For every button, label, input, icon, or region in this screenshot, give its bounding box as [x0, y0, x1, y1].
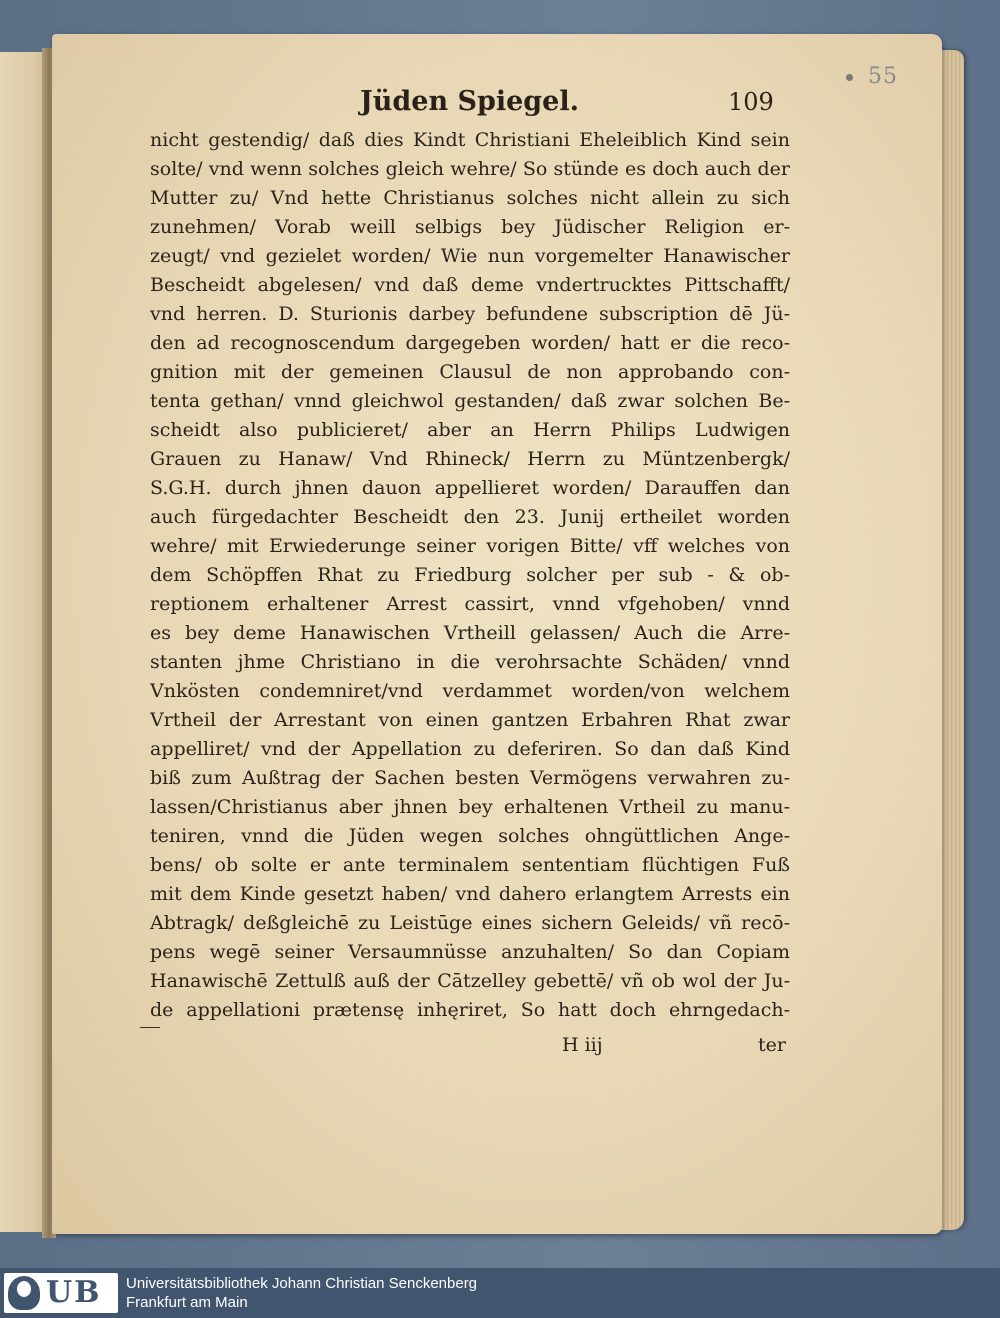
text-line: de appellationi prætensę inhęriret, So hatt doch ehrngedach- — [150, 999, 790, 1021]
institution-line-1: Universitätsbibliothek Johann Christian Senckenberg — [126, 1275, 478, 1292]
text-line: biß zum Außtrag der Sachen besten Vermögens verwahren zu- — [150, 767, 790, 789]
body-text — [150, 126, 790, 1025]
text-line: tenta gethan/ vnnd gleichwol gestanden/ daß zwar solchen Be- — [150, 390, 790, 412]
text-line: Grauen zu Hanaw/ Vnd Rhineck/ Herrn zu Müntzenbergk/ — [150, 448, 790, 470]
page-number: 109 — [728, 88, 774, 116]
text-line: vnd herren. D. Sturionis darbey befundene subscription dē Jü- — [150, 303, 790, 325]
text-line: mit dem Kinde gesetzt haben/ vnd dahero erlangtem Arrests ein — [150, 883, 790, 905]
text-line: bens/ ob solte er ante terminalem sententiam flüchtigen Fuß — [150, 854, 790, 876]
text-line: gnition mit der gemeinen Clausul de non approbando con- — [150, 361, 790, 383]
text-line: stanten jhme Christiano in die verohrsachte Schäden/ vnnd — [150, 651, 790, 673]
text-line: wehre/ mit Erwiederunge seiner vorigen Bitte/ vff welches von — [150, 535, 790, 557]
text-line: reptionem erhaltener Arrest cassirt, vnnd vfgehoben/ vnnd — [150, 593, 790, 615]
text-line: Vnkösten condemniret/vnd verdammet worden/von welchem — [150, 680, 790, 702]
pencil-folio-number: 55 — [868, 64, 898, 89]
text-line: zeugt/ vnd gezielet worden/ Wie nun vorgemelter Hanawischer — [150, 245, 790, 267]
text-line: pens wegē seiner Versaumnüsse anzuhalten/ So dan Copiam — [150, 941, 790, 963]
text-line: den ad recognoscendum dargegeben worden/ hatt er die reco- — [150, 332, 790, 354]
text-line: Mutter zu/ Vnd hette Christianus solches nicht allein zu sich — [150, 187, 790, 209]
text-line: Hanawischē Zettulß auß der Cātzelley gebettē/ vñ ob wol der Ju- — [150, 970, 790, 992]
signature-mark: H iij — [562, 1034, 603, 1056]
text-line: appelliret/ vnd der Appellation zu deferiren. So dan daß Kind — [150, 738, 790, 760]
logo-text: UB — [46, 1275, 102, 1310]
ub-logo[interactable] — [4, 1273, 118, 1313]
text-line: S.G.H. durch jhnen dauon appellieret worden/ Darauffen dan — [150, 477, 790, 499]
text-line: Bescheidt abgelesen/ vnd daß deme vndertrucktes Pittschafft/ — [150, 274, 790, 296]
text-line: teniren, vnnd die Jüden wegen solches ohngüttlichen Ange- — [150, 825, 790, 847]
text-line: es bey deme Hanawischen Vrtheill gelassen/ Auch die Arre- — [150, 622, 790, 644]
institution-line-2: Frankfurt am Main — [126, 1294, 248, 1311]
text-line: solte/ vnd wenn solches gleich wehre/ So stünde es doch auch der — [150, 158, 790, 180]
text-line: Vrtheil der Arrestant von einen gantzen Erbahren Rhat zwar — [150, 709, 790, 731]
text-line: auch fürgedachter Bescheidt den 23. Junij ertheilet worden — [150, 506, 790, 528]
text-line: Abtragk/ deßgleichē zu Leistūge eines sichern Geleids/ vñ recō- — [150, 912, 790, 934]
pencil-dot — [846, 74, 853, 81]
catchword: ter — [758, 1034, 786, 1056]
portrait-icon — [8, 1276, 40, 1310]
library-footer — [0, 1268, 1000, 1318]
signature-line — [150, 1030, 790, 1060]
margin-pen-mark — [140, 1027, 160, 1028]
institution-name — [126, 1274, 477, 1312]
text-line: nicht gestendig/ daß dies Kindt Christiani Eheleiblich Kind sein — [150, 129, 790, 151]
text-line: scheidt also publicieret/ aber an Herrn Philips Ludwigen — [150, 419, 790, 441]
text-line: dem Schöpffen Rhat zu Friedburg solcher per sub - & ob- — [150, 564, 790, 586]
text-line: lassen/Christianus aber jhnen bey erhaltenen Vrtheil zu manu- — [150, 796, 790, 818]
running-head: Jüden Spiegel. — [360, 86, 580, 117]
text-line: zunehmen/ Vorab weill selbigs bey Jüdischer Religion er- — [150, 216, 790, 238]
